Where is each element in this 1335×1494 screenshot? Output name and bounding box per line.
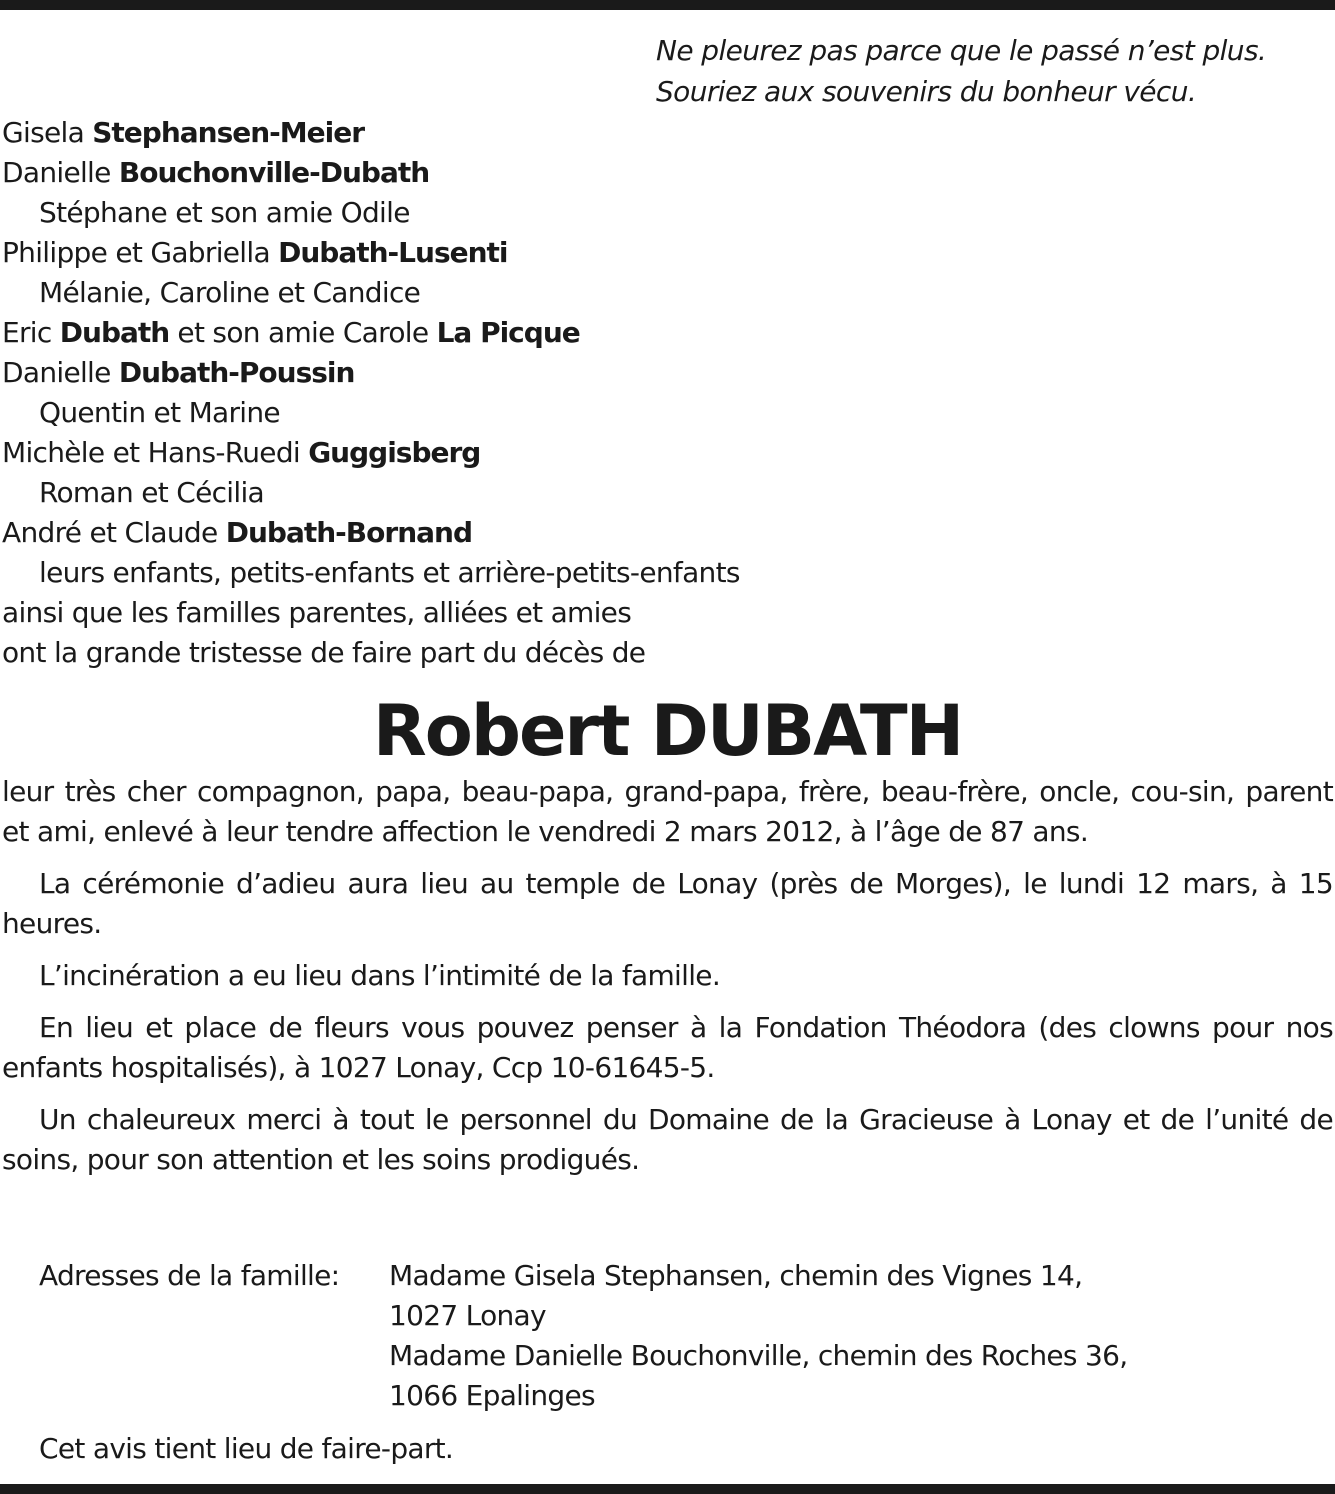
family-name: Dubath-Bornand — [225, 516, 472, 549]
family-name: Bouchonville-Dubath — [118, 156, 430, 189]
extended-family: ainsi que les familles parentes, alliées et amies — [2, 596, 632, 629]
quote-line: Ne pleurez pas parce que le passé n’est plus. — [656, 34, 1267, 67]
family-name: Guggisberg — [308, 436, 481, 469]
addresses-label: Adresses de la famille: — [39, 1259, 340, 1292]
thanks-paragraph: Un chaleureux merci à tout le personnel du Domaine de la Gracieuse à Lonay et de l’unité de soins, pour son attention et les soins prodigués. — [2, 1103, 1333, 1176]
family-descendants: Stéphane et son amie Odile — [39, 196, 410, 229]
family-name: Dubath — [59, 316, 170, 349]
address-line: 1027 Lonay — [389, 1299, 546, 1332]
family-descendants: Roman et Cécilia — [39, 476, 264, 509]
family-member — [2, 513, 740, 553]
ceremony-paragraph: La cérémonie d’adieu aura lieu au temple de Lonay (près de Morges), le lundi 12 mars, à 15 heures. — [2, 867, 1333, 940]
address-lines — [389, 1256, 1127, 1416]
first-names: Michèle et Hans-Ruedi — [2, 436, 309, 469]
family-name: La Picque — [436, 316, 580, 349]
family-member — [2, 233, 740, 273]
address-line: 1066 Epalinges — [389, 1379, 595, 1412]
epigraph-quote — [656, 30, 1266, 112]
address-line: Madame Gisela Stephansen, chemin des Vignes 14, — [389, 1259, 1083, 1292]
family-list — [2, 113, 740, 673]
top-border — [0, 0, 1335, 10]
family-member — [2, 313, 740, 353]
first-names: Gisela — [2, 116, 93, 149]
family-member — [2, 433, 740, 473]
donation-paragraph: En lieu et place de fleurs vous pouvez penser à la Fondation Théodora (des clowns pour nos enfants hospitalisés), à 1027 Lonay, Ccp 10-61645-5. — [2, 1011, 1333, 1084]
family-name: Dubath-Lusenti — [278, 236, 508, 269]
bottom-border — [0, 1484, 1335, 1494]
first-names: Eric — [2, 316, 60, 349]
first-names: Danielle — [2, 156, 119, 189]
deceased-name: Robert DUBATH — [372, 690, 963, 772]
first-names: André et Claude — [2, 516, 226, 549]
family-descendants: Mélanie, Caroline et Candice — [39, 276, 421, 309]
cremation-paragraph: L’incinération a eu lieu dans l’intimité de la famille. — [39, 959, 721, 992]
obituary-body — [2, 772, 1333, 1192]
tribute-paragraph: leur très cher compagnon, papa, beau-papa, grand-papa, frère, beau-frère, oncle, cou-sin, parent et ami, enlevé à leur tendre affection le vendredi 2 mars 2012, à l’âge de 87 ans. — [2, 775, 1333, 848]
family-member — [2, 353, 740, 393]
announcement-line: ont la grande tristesse de faire part du décès de — [2, 636, 646, 669]
family-member — [2, 113, 740, 153]
family-descendants: Quentin et Marine — [39, 396, 280, 429]
family-member — [2, 153, 740, 193]
first-names: Philippe et Gabriella — [2, 236, 279, 269]
first-names: Danielle — [2, 356, 119, 389]
closing-note: Cet avis tient lieu de faire-part. — [39, 1432, 454, 1465]
partner-text: et son amie Carole — [169, 316, 437, 349]
quote-line: Souriez aux souvenirs du bonheur vécu. — [656, 75, 1197, 108]
address-line: Madame Danielle Bouchonville, chemin des Roches 36, — [389, 1339, 1128, 1372]
family-descendants: leurs enfants, petits-enfants et arrière-petits-enfants — [39, 556, 740, 589]
family-name: Stephansen-Meier — [92, 116, 365, 149]
family-name: Dubath-Poussin — [118, 356, 355, 389]
